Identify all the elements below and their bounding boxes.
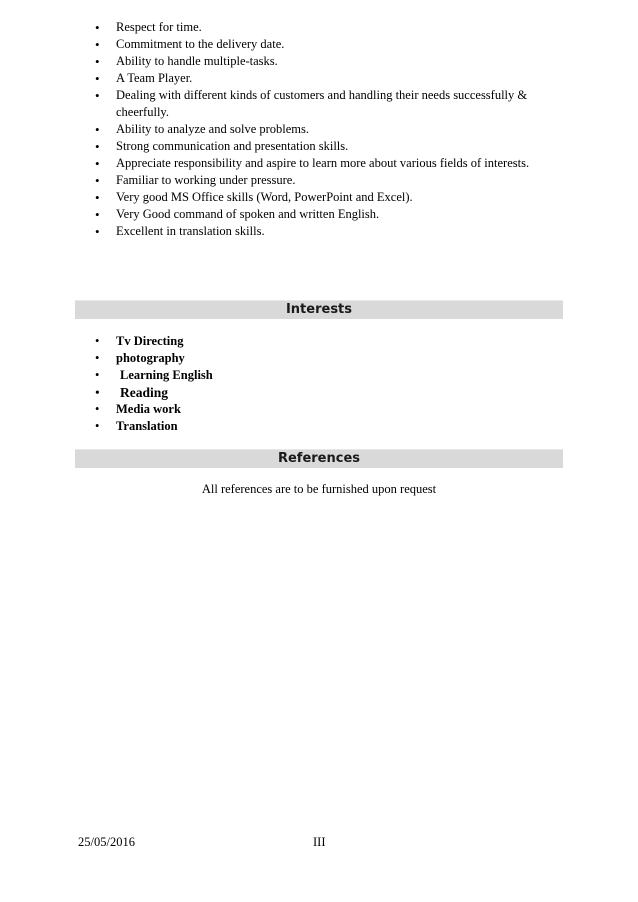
skills-list	[95, 19, 555, 240]
footer-date: 25/05/2016	[78, 835, 135, 849]
skill-item: • Familiar to working under pressure.	[95, 172, 555, 189]
skill-item: • Ability to analyze and solve problems.	[95, 121, 555, 138]
skill-item: • Dealing with different kinds of customers and handling their needs successfully & cheerfully.	[95, 87, 555, 121]
references-text: All references are to be furnished upon request	[201, 482, 437, 496]
interest-item: • Translation	[95, 418, 495, 435]
interest-item: • Reading	[95, 384, 495, 401]
interest-item: • Media work	[95, 401, 495, 418]
skill-item: • Strong communication and presentation skills.	[95, 138, 555, 155]
interest-item: • Learning English	[95, 367, 495, 384]
skill-item: • Very Good command of spoken and written English.	[95, 206, 555, 223]
skill-item: • A Team Player.	[95, 70, 555, 87]
interest-item: • Tv Directing	[95, 333, 495, 350]
skill-item: • Very good MS Office skills (Word, PowerPoint and Excel).	[95, 189, 555, 206]
interests-list	[95, 333, 495, 435]
skill-item: • Ability to handle multiple-tasks.	[95, 53, 555, 70]
skill-item: • Appreciate responsibility and aspire to learn more about various fields of interests.	[95, 155, 555, 172]
footer-page-number: III	[313, 835, 326, 849]
skill-item: • Respect for time.	[95, 19, 555, 36]
interests-heading: Interests	[75, 300, 563, 319]
references-heading: References	[75, 449, 563, 468]
skill-item: • Excellent in translation skills.	[95, 223, 555, 240]
interest-item: • photography	[95, 350, 495, 367]
skill-item: • Commitment to the delivery date.	[95, 36, 555, 53]
